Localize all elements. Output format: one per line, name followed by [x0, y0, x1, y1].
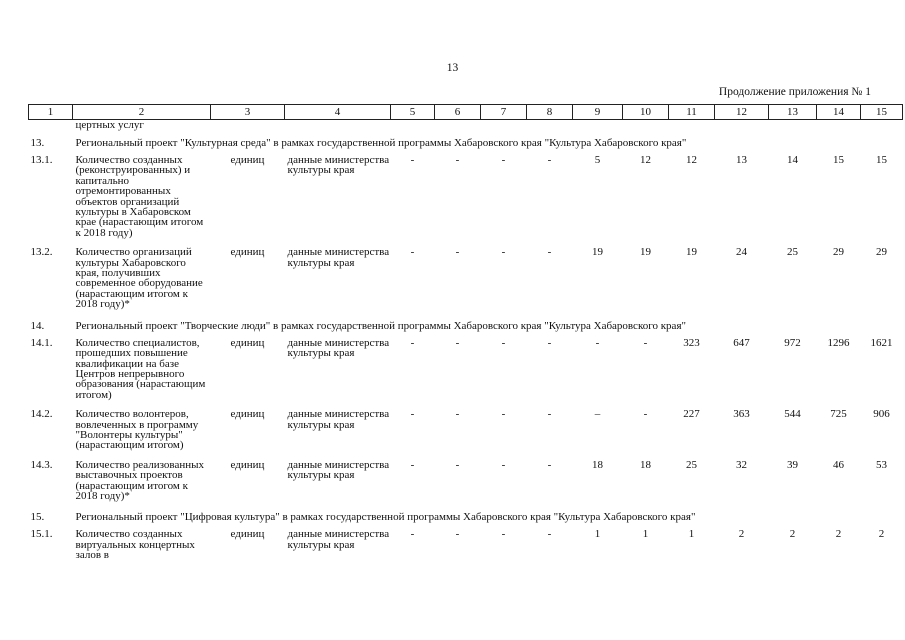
value-cell: - — [547, 246, 552, 259]
value-cell: – — [594, 408, 601, 421]
source-cell: данные министерства культуры края — [287, 336, 390, 360]
value-cell: 363 — [733, 408, 750, 421]
value-cell: 25 — [787, 246, 798, 259]
unit-cell: единиц — [230, 458, 265, 471]
value-cell: - — [643, 408, 648, 421]
value-cell: 2 — [878, 528, 885, 541]
column-header: 7 — [481, 105, 527, 120]
value-cell: 1 — [642, 528, 649, 541]
value-cell: 15 — [876, 154, 887, 166]
value-cell: 972 — [784, 336, 801, 349]
indicator-number: 14.2. — [30, 408, 53, 421]
value-cell: 14 — [787, 154, 798, 166]
value-cell: 18 — [640, 458, 651, 471]
value-cell: - — [455, 154, 460, 166]
indicator-name: Количество организаций культуры Хабаровского края, получивших современное оборудование (нарастающим итогом к 2018 году)* — [75, 246, 203, 311]
indicator-number: 13.1. — [30, 154, 53, 166]
column-header: 6 — [435, 105, 481, 120]
value-cell: 29 — [876, 246, 887, 259]
value-cell: 2 — [835, 528, 842, 541]
column-header: 4 — [285, 105, 391, 120]
value-cell: 1 — [594, 528, 601, 541]
value-cell: 19 — [686, 246, 697, 259]
column-header: 11 — [669, 105, 715, 120]
value-cell: 544 — [784, 408, 801, 421]
value-cell: - — [410, 246, 415, 259]
value-cell: 1621 — [870, 336, 893, 349]
unit-cell: единиц — [230, 246, 265, 259]
table-row — [29, 244, 903, 315]
source-cell: данные министерства культуры края — [287, 458, 390, 482]
table-row — [29, 457, 903, 508]
column-header: 12 — [715, 105, 769, 120]
column-header: 15 — [861, 105, 903, 120]
indicator-number: 15.1. — [30, 528, 53, 541]
value-cell: 12 — [686, 154, 697, 166]
unit-cell: единиц — [230, 154, 265, 166]
value-cell: - — [501, 336, 506, 349]
value-cell: - — [501, 246, 506, 259]
value-cell: - — [455, 246, 460, 259]
value-cell: 32 — [736, 458, 747, 471]
table-body — [29, 120, 903, 567]
value-cell: 25 — [686, 458, 697, 471]
value-cell: - — [455, 408, 460, 421]
column-header: 13 — [769, 105, 817, 120]
value-cell: - — [547, 458, 552, 471]
appendix-caption: Продолжение приложения № 1 — [718, 86, 871, 98]
section-row — [29, 316, 903, 335]
value-cell: 2 — [738, 528, 745, 541]
unit-cell: единиц — [230, 336, 265, 349]
unit-cell: единиц — [230, 528, 265, 541]
table-row — [29, 526, 903, 566]
continuation-text: цертных услуг — [75, 119, 144, 131]
value-cell: - — [547, 154, 552, 166]
value-cell: - — [501, 408, 506, 421]
value-cell: - — [455, 528, 460, 541]
indicator-number: 14.1. — [30, 336, 53, 349]
value-cell: - — [455, 458, 460, 471]
value-cell: 29 — [833, 246, 844, 259]
column-header: 5 — [391, 105, 435, 120]
value-cell: - — [455, 336, 460, 349]
source-cell: данные министерства культуры края — [287, 246, 390, 269]
table-row — [29, 152, 903, 244]
indicator-name: Количество созданных (реконструированных) и капитально отремонтированных объектов организаций культуры в Хабаровском крае (нарастающим итогом к 2018 году) — [75, 154, 204, 239]
value-cell: 19 — [640, 246, 651, 259]
source-cell: данные министерства культуры края — [287, 528, 390, 551]
section-number: 13. — [30, 137, 45, 149]
value-cell: 227 — [683, 408, 700, 421]
value-cell: - — [501, 528, 506, 541]
section-title: Региональный проект "Творческие люди" в рамках государственной программы Хабаровского края "Культура Хабаровского края" — [75, 319, 686, 332]
indicator-name: Количество реализованных выставочных проектов (нарастающим итогом к 2018 году)* — [75, 458, 205, 502]
value-cell: - — [410, 408, 415, 421]
unit-cell: единиц — [230, 408, 265, 421]
value-cell: 53 — [876, 458, 887, 471]
value-cell: 2 — [789, 528, 796, 541]
value-cell: 5 — [594, 154, 601, 166]
column-header: 1 — [29, 105, 73, 120]
value-cell: 24 — [736, 246, 747, 259]
section-number: 15. — [30, 511, 45, 524]
value-cell: - — [410, 154, 415, 166]
value-cell: 46 — [833, 458, 844, 471]
table-row — [29, 335, 903, 406]
value-cell: - — [643, 336, 648, 349]
value-cell: - — [547, 408, 552, 421]
indicator-name: Количество специалистов, прошедших повышение квалификации на базе Центров непрерывного образования (нарастающим итогом) — [75, 336, 206, 401]
indicator-name: Количество созданных виртуальных концертных залов в — [75, 528, 195, 562]
column-header: 2 — [73, 105, 211, 120]
value-cell: 647 — [733, 336, 750, 349]
page-number: 13 — [446, 62, 459, 74]
section-number: 14. — [30, 319, 45, 332]
value-cell: 1296 — [827, 336, 850, 349]
value-cell: - — [410, 458, 415, 471]
value-cell: 39 — [787, 458, 798, 471]
value-cell: 725 — [830, 408, 847, 421]
value-cell: - — [547, 336, 552, 349]
value-cell: 906 — [873, 408, 890, 421]
table-row — [29, 406, 903, 457]
column-header: 8 — [527, 105, 573, 120]
column-header: 10 — [623, 105, 669, 120]
indicator-name: Количество волонтеров, вовлеченных в программу "Волонтеры культуры" (нарастающим итогом) — [75, 408, 199, 452]
source-cell: данные министерства культуры края — [287, 408, 390, 431]
value-cell: - — [501, 458, 506, 471]
value-cell: - — [410, 336, 415, 349]
indicator-number: 14.3. — [30, 458, 53, 471]
value-cell: 15 — [833, 154, 844, 166]
continuation-row — [29, 120, 903, 134]
value-cell: 323 — [683, 336, 700, 349]
indicator-number: 13.2. — [30, 246, 53, 259]
value-cell: 18 — [592, 458, 603, 471]
source-cell: данные министерства культуры края — [287, 154, 390, 177]
value-cell: 13 — [736, 154, 747, 166]
value-cell: 1 — [688, 528, 695, 541]
header-row — [29, 105, 903, 120]
value-cell: - — [595, 336, 600, 349]
value-cell: - — [501, 154, 506, 166]
value-cell: 12 — [640, 154, 651, 166]
column-header: 9 — [573, 105, 623, 120]
column-header: 14 — [817, 105, 861, 120]
section-row — [29, 133, 903, 152]
indicators-table — [28, 104, 903, 567]
value-cell: 19 — [592, 246, 603, 259]
section-row — [29, 507, 903, 526]
section-title: Региональный проект "Культурная среда" в рамках государственной программы Хабаровского края "Культура Хабаровского края" — [75, 137, 687, 149]
value-cell: - — [547, 528, 552, 541]
column-header: 3 — [211, 105, 285, 120]
value-cell: - — [410, 528, 415, 541]
section-title: Региональный проект "Цифровая культура" в рамках государственной программы Хабаровского края "Культура Хабаровского края" — [75, 511, 696, 524]
